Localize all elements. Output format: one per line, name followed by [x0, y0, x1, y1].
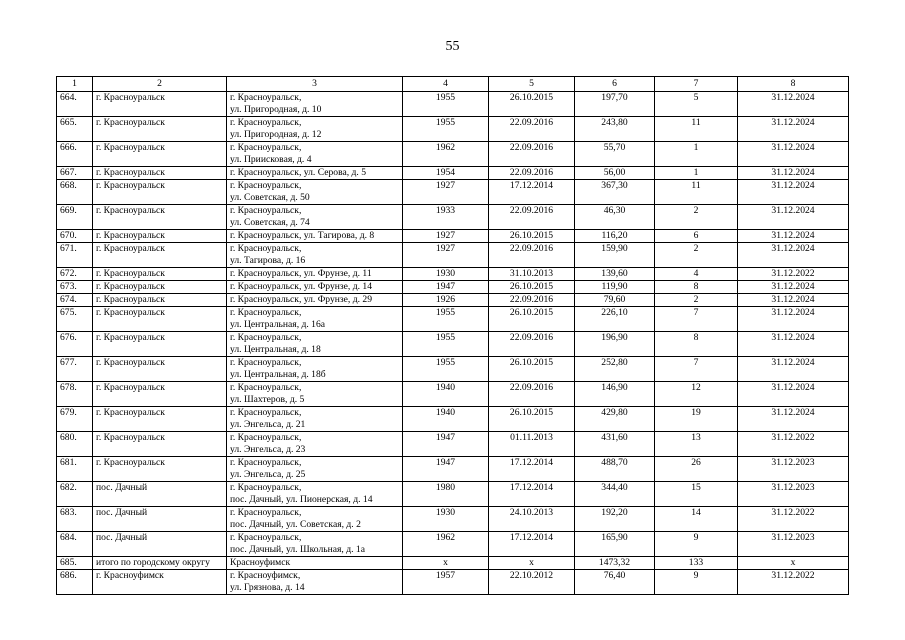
table-cell: г. Красноуральск: [93, 205, 227, 230]
table-cell: 46,30: [575, 205, 655, 230]
table-cell: г. Красноуральск: [93, 382, 227, 407]
table-cell: 1947: [403, 457, 489, 482]
table-cell: 26.10.2015: [489, 357, 575, 382]
table-cell: 22.09.2016: [489, 294, 575, 307]
table-cell: 1947: [403, 281, 489, 294]
table-cell: 119,90: [575, 281, 655, 294]
table-cell: 79,60: [575, 294, 655, 307]
table-cell: г. Красноуральск, ул. Пригородная, д. 10: [227, 92, 403, 117]
table-cell: г. Красноуральск, ул. Приисковая, д. 4: [227, 142, 403, 167]
table-cell: 682.: [57, 482, 93, 507]
table-cell: г. Красноуральск, ул. Фрунзе, д. 29: [227, 294, 403, 307]
table-cell: 226,10: [575, 307, 655, 332]
table-row: [57, 142, 849, 167]
table-cell: 12: [655, 382, 738, 407]
table-cell: 26.10.2015: [489, 407, 575, 432]
table-cell: г. Красноуральск, ул. Центральная, д. 16а: [227, 307, 403, 332]
table-cell: 22.09.2016: [489, 332, 575, 357]
table-cell: 31.12.2024: [738, 243, 849, 268]
table-cell: 146,90: [575, 382, 655, 407]
table-cell: 17.12.2014: [489, 532, 575, 557]
table-cell: 17.12.2014: [489, 180, 575, 205]
table-cell: г. Красноуральск: [93, 294, 227, 307]
table-cell: 22.09.2016: [489, 142, 575, 167]
table-cell: итого по городскому округу: [93, 557, 227, 570]
table-cell: 680.: [57, 432, 93, 457]
table-cell: 26.10.2015: [489, 281, 575, 294]
table-cell: 1962: [403, 532, 489, 557]
table-cell: г. Красноуральск: [93, 167, 227, 180]
table-cell: 9: [655, 532, 738, 557]
table-cell: 2: [655, 294, 738, 307]
table-cell: 01.11.2013: [489, 432, 575, 457]
table-cell: 1940: [403, 382, 489, 407]
table-cell: 22.09.2016: [489, 117, 575, 142]
page-number: 55: [445, 39, 460, 54]
table-cell: г. Красноуральск, ул. Тагирова, д. 8: [227, 230, 403, 243]
table-cell: 11: [655, 180, 738, 205]
table-cell: 116,20: [575, 230, 655, 243]
table-cell: 55,70: [575, 142, 655, 167]
table-cell: 666.: [57, 142, 93, 167]
table-cell: Красноуфимск: [227, 557, 403, 570]
table-cell: 664.: [57, 92, 93, 117]
table-cell: г. Красноуральск, ул. Шахтеров, д. 5: [227, 382, 403, 407]
table-cell: 676.: [57, 332, 93, 357]
table-cell: x: [738, 557, 849, 570]
table-cell: 31.12.2024: [738, 205, 849, 230]
table-cell: x: [403, 557, 489, 570]
table-cell: 431,60: [575, 432, 655, 457]
table-row: [57, 167, 849, 180]
table-cell: пос. Дачный: [93, 532, 227, 557]
table-cell: 14: [655, 507, 738, 532]
table-cell: г. Красноуфимск, ул. Грязнова, д. 14: [227, 570, 403, 595]
table-row: [57, 180, 849, 205]
table-cell: 429,80: [575, 407, 655, 432]
table-cell: 1947: [403, 432, 489, 457]
table-cell: 19: [655, 407, 738, 432]
table-cell: 31.12.2024: [738, 332, 849, 357]
table-cell: 681.: [57, 457, 93, 482]
table-row: [57, 570, 849, 595]
table-row: [57, 281, 849, 294]
table-cell: г. Красноуральск, пос. Дачный, ул. Школьная, д. 1а: [227, 532, 403, 557]
table-cell: 31.12.2023: [738, 457, 849, 482]
table-row: [57, 92, 849, 117]
table-cell: пос. Дачный: [93, 482, 227, 507]
table-cell: 678.: [57, 382, 93, 407]
table-cell: 31.12.2024: [738, 382, 849, 407]
table-cell: 31.12.2022: [738, 507, 849, 532]
table-cell: 17.12.2014: [489, 457, 575, 482]
table-cell: 5: [655, 92, 738, 117]
table-row: [57, 557, 849, 570]
table-cell: г. Красноуфимск: [93, 570, 227, 595]
table-cell: 4: [655, 268, 738, 281]
table-cell: 22.09.2016: [489, 243, 575, 268]
table-cell: 31.12.2024: [738, 230, 849, 243]
table-cell: 31.12.2024: [738, 407, 849, 432]
table-cell: 22.10.2012: [489, 570, 575, 595]
table-cell: 1927: [403, 180, 489, 205]
table-cell: 677.: [57, 357, 93, 382]
table-cell: 1957: [403, 570, 489, 595]
table-cell: г. Красноуральск: [93, 180, 227, 205]
table-cell: г. Красноуральск: [93, 92, 227, 117]
table-cell: г. Красноуральск: [93, 142, 227, 167]
table-cell: 133: [655, 557, 738, 570]
table-cell: 672.: [57, 268, 93, 281]
table-row: [57, 307, 849, 332]
table-cell: 7: [655, 307, 738, 332]
table-cell: г. Красноуральск, пос. Дачный, ул. Советская, д. 2: [227, 507, 403, 532]
table-cell: 24.10.2013: [489, 507, 575, 532]
table-row: [57, 457, 849, 482]
header-cell: 2: [93, 77, 227, 92]
table-cell: г. Красноуральск, ул. Центральная, д. 18: [227, 332, 403, 357]
table-cell: 1927: [403, 243, 489, 268]
table-cell: пос. Дачный: [93, 507, 227, 532]
table-cell: 8: [655, 281, 738, 294]
header-cell: 7: [655, 77, 738, 92]
table-row: [57, 294, 849, 307]
table-cell: 1927: [403, 230, 489, 243]
table-cell: 15: [655, 482, 738, 507]
table-cell: г. Красноуральск, ул. Тагирова, д. 16: [227, 243, 403, 268]
table-cell: 26: [655, 457, 738, 482]
table-cell: 56,00: [575, 167, 655, 180]
table-cell: 669.: [57, 205, 93, 230]
header-cell: 6: [575, 77, 655, 92]
table-cell: 31.12.2023: [738, 532, 849, 557]
table-row: [57, 507, 849, 532]
table-cell: 1940: [403, 407, 489, 432]
table-cell: 7: [655, 357, 738, 382]
table-cell: 31.12.2022: [738, 570, 849, 595]
table-cell: 1926: [403, 294, 489, 307]
table-cell: 22.09.2016: [489, 167, 575, 180]
table-cell: г. Красноуральск, ул. Энгельса, д. 23: [227, 432, 403, 457]
table-header-row: [57, 77, 849, 92]
table-cell: 671.: [57, 243, 93, 268]
table-cell: 31.12.2024: [738, 307, 849, 332]
table-body: [57, 92, 849, 595]
table-row: [57, 332, 849, 357]
table-cell: г. Красноуральск: [93, 332, 227, 357]
table-cell: 1962: [403, 142, 489, 167]
table-cell: 31.12.2024: [738, 357, 849, 382]
table-cell: 684.: [57, 532, 93, 557]
table-cell: 1933: [403, 205, 489, 230]
table-cell: г. Красноуральск: [93, 117, 227, 142]
table-row: [57, 482, 849, 507]
table-cell: г. Красноуральск, пос. Дачный, ул. Пионерская, д. 14: [227, 482, 403, 507]
table-cell: 1955: [403, 92, 489, 117]
table-cell: 31.10.2013: [489, 268, 575, 281]
table-cell: 192,20: [575, 507, 655, 532]
table-cell: 139,60: [575, 268, 655, 281]
table-cell: 26.10.2015: [489, 230, 575, 243]
table-cell: 2: [655, 243, 738, 268]
table-cell: 1955: [403, 332, 489, 357]
header-cell: 8: [738, 77, 849, 92]
table-cell: 1980: [403, 482, 489, 507]
table-cell: г. Красноуральск: [93, 230, 227, 243]
table-row: [57, 382, 849, 407]
table-cell: 165,90: [575, 532, 655, 557]
table-row: [57, 268, 849, 281]
table-row: [57, 407, 849, 432]
table-cell: 679.: [57, 407, 93, 432]
header-cell: 3: [227, 77, 403, 92]
table-cell: г. Красноуральск, ул. Советская, д. 74: [227, 205, 403, 230]
table-row: [57, 243, 849, 268]
table-cell: г. Красноуральск: [93, 243, 227, 268]
table-cell: г. Красноуральск, ул. Энгельса, д. 25: [227, 457, 403, 482]
table-cell: 252,80: [575, 357, 655, 382]
header-cell: 4: [403, 77, 489, 92]
table-cell: г. Красноуральск, ул. Советская, д. 50: [227, 180, 403, 205]
table-cell: 685.: [57, 557, 93, 570]
table-row: [57, 532, 849, 557]
table-cell: 13: [655, 432, 738, 457]
table-cell: 673.: [57, 281, 93, 294]
table-cell: 670.: [57, 230, 93, 243]
table-cell: 1: [655, 167, 738, 180]
table-cell: г. Красноуральск, ул. Фрунзе, д. 11: [227, 268, 403, 281]
table-cell: 31.12.2024: [738, 281, 849, 294]
table-cell: 26.10.2015: [489, 307, 575, 332]
table-row: [57, 230, 849, 243]
table-cell: 665.: [57, 117, 93, 142]
table-cell: г. Красноуральск: [93, 432, 227, 457]
table-cell: 31.12.2024: [738, 167, 849, 180]
table-cell: 1955: [403, 307, 489, 332]
table-cell: 31.12.2024: [738, 142, 849, 167]
table-cell: 1930: [403, 507, 489, 532]
table-cell: 1930: [403, 268, 489, 281]
table-cell: 683.: [57, 507, 93, 532]
table-cell: 31.12.2023: [738, 482, 849, 507]
table-cell: 31.12.2022: [738, 432, 849, 457]
table-cell: 26.10.2015: [489, 92, 575, 117]
table-cell: x: [489, 557, 575, 570]
table-cell: 22.09.2016: [489, 205, 575, 230]
table-cell: 1955: [403, 117, 489, 142]
table-cell: 667.: [57, 167, 93, 180]
table-cell: 1954: [403, 167, 489, 180]
table-cell: 1955: [403, 357, 489, 382]
housing-table: [56, 76, 849, 595]
table-cell: 686.: [57, 570, 93, 595]
table-cell: 1: [655, 142, 738, 167]
table-cell: 31.12.2024: [738, 180, 849, 205]
table-cell: 488,70: [575, 457, 655, 482]
table-cell: 9: [655, 570, 738, 595]
table-cell: 344,40: [575, 482, 655, 507]
table-cell: г. Красноуральск: [93, 407, 227, 432]
table-cell: 17.12.2014: [489, 482, 575, 507]
table-cell: 197,70: [575, 92, 655, 117]
table-row: [57, 432, 849, 457]
header-cell: 5: [489, 77, 575, 92]
table-cell: г. Красноуральск: [93, 268, 227, 281]
table-row: [57, 117, 849, 142]
table-cell: 1473,32: [575, 557, 655, 570]
table-cell: 367,30: [575, 180, 655, 205]
table-cell: 31.12.2024: [738, 294, 849, 307]
table-cell: 76,40: [575, 570, 655, 595]
header-cell: 1: [57, 77, 93, 92]
table-cell: г. Красноуральск, ул. Центральная, д. 18б: [227, 357, 403, 382]
table-cell: 196,90: [575, 332, 655, 357]
table-cell: г. Красноуральск, ул. Серова, д. 5: [227, 167, 403, 180]
table-cell: 31.12.2024: [738, 117, 849, 142]
table-cell: 674.: [57, 294, 93, 307]
table-cell: г. Красноуральск: [93, 281, 227, 294]
table-cell: 243,80: [575, 117, 655, 142]
table-cell: 11: [655, 117, 738, 142]
table-cell: г. Красноуральск: [93, 307, 227, 332]
table-cell: г. Красноуральск: [93, 357, 227, 382]
table-cell: г. Красноуральск, ул. Энгельса, д. 21: [227, 407, 403, 432]
table-cell: 675.: [57, 307, 93, 332]
table-row: [57, 205, 849, 230]
table-cell: г. Красноуральск: [93, 457, 227, 482]
table-cell: г. Красноуральск, ул. Пригородная, д. 12: [227, 117, 403, 142]
table-cell: 668.: [57, 180, 93, 205]
table-cell: 159,90: [575, 243, 655, 268]
table-cell: 31.12.2024: [738, 92, 849, 117]
table-cell: 22.09.2016: [489, 382, 575, 407]
table-row: [57, 357, 849, 382]
table-cell: 31.12.2022: [738, 268, 849, 281]
table-cell: 6: [655, 230, 738, 243]
table-cell: 8: [655, 332, 738, 357]
table-cell: г. Красноуральск, ул. Фрунзе, д. 14: [227, 281, 403, 294]
table-cell: 2: [655, 205, 738, 230]
